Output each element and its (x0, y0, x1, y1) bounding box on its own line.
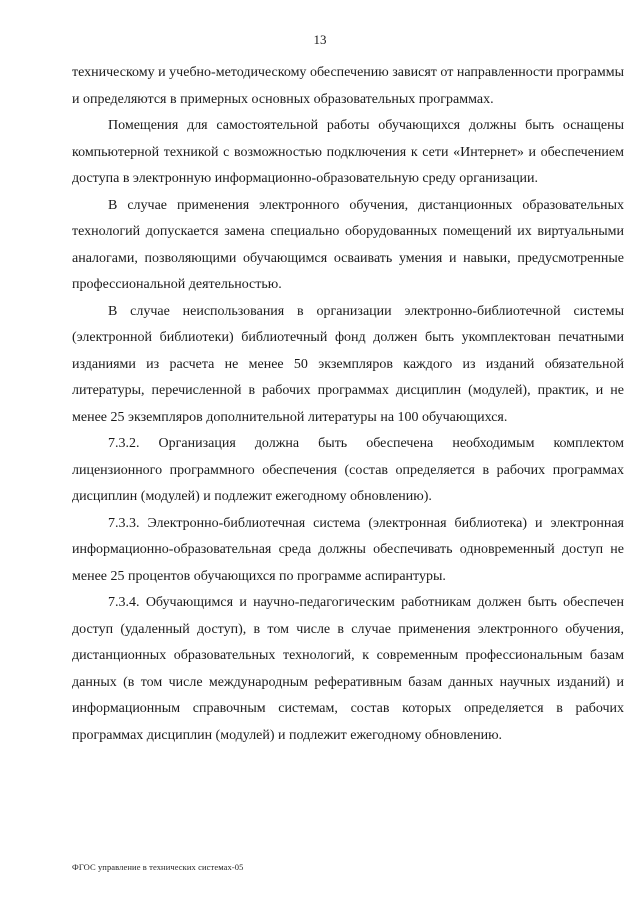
paragraph-library-fund: В случае неиспользования в организации электронно-библиотечной системы (электронной библиотеки) библиотечный фонд должен быть укомплектован печатными изданиями из расчета не менее 50 экземпляров каждого из изданий обязательной литературы, перечисленной в рабочих программах дисциплин (модулей), практик, и не менее 25 экземпляров дополнительной литературы на 100 обучающихся. (72, 303, 624, 425)
page-number: 13 (313, 32, 327, 47)
paragraph-7-3-2: 7.3.2. Организация должна быть обеспечена необходимым комплектом лицензионного программного обеспечения (состав определяется в рабочих программах дисциплин (модулей) и подлежит ежегодному обновлению). (72, 436, 624, 504)
paragraph-premises: Помещения для самостоятельной работы обучающихся должны быть оснащены компьютерной техникой с возможностью подключения к сети «Интернет» и обеспечением доступа в электронную информационно-образовательную среду организации. (72, 118, 624, 186)
paragraph-7-3-3: 7.3.3. Электронно-библиотечная система (электронная библиотека) и электронная информационно-образовательная среда должны обеспечивать одновременный доступ не менее 25 процентов обучающихся по программе аспирантуры. (72, 515, 624, 584)
paragraph-continuation: техническому и учебно-методическому обеспечению зависят от направленности программы и определяются в примерных основных образовательных программах. (72, 65, 624, 107)
paragraph-7-3-4: 7.3.4. Обучающимся и научно-педагогическим работникам должен быть обеспечен доступ (удаленный доступ), в том числе в случае применения электронного обучения, дистанционных образовательных технологий, к современным профессиональным базам данных (в том числе международным реферативным базам данных научных изданий) и информационным справочным системам, состав которых определяется в рабочих программах дисциплин (модулей) и подлежит ежегодному обновлению. (72, 595, 624, 743)
document-body (72, 60, 624, 749)
paragraph-e-learning: В случае применения электронного обучения, дистанционных образовательных технологий допускается замена специально оборудованных помещений их виртуальными аналогами, позволяющими обучающимся осваивать умения и навыки, предусмотренные профессиональной деятельностью. (72, 197, 624, 292)
footer-note: ФГОС управление в технических системах-05 (72, 862, 244, 872)
